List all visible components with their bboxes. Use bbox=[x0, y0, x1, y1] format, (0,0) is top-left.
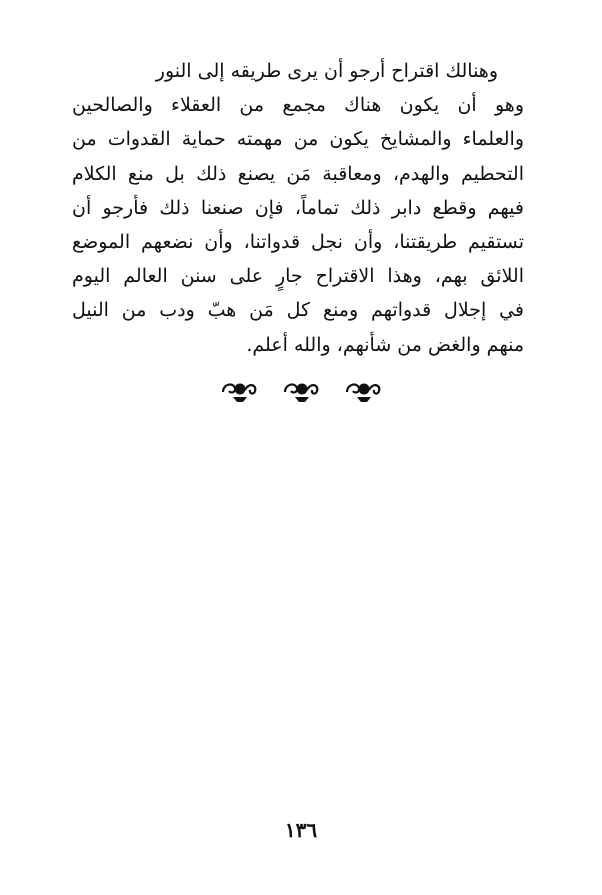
paragraph-line: فيهم وقطع دابر ذلك تماماً، فإن صنعنا ذلك فأرجو أن bbox=[72, 196, 524, 219]
paragraph-line: منهم والغض من شأنهم، والله أعلم. bbox=[246, 333, 524, 356]
page-number: ١٣٦ bbox=[284, 818, 318, 842]
floral-ornament-icon bbox=[219, 376, 259, 404]
paragraph bbox=[72, 54, 524, 362]
paragraph-line: اللائق بهم، وهذا الاقتراح جارٍ على سنن العالم اليوم bbox=[72, 265, 524, 288]
paragraph-line: التحطيم والهدم، ومعاقبة مَن يصنع ذلك بل منع الكلام bbox=[72, 162, 524, 185]
floral-ornament-icon bbox=[281, 376, 321, 404]
paragraph-line: تستقيم طريقتنا، وأن نجل قدواتنا، وأن نضعهم الموضع bbox=[72, 230, 524, 253]
paragraph-line: والعلماء والمشايخ يكون من مهمته حماية القدوات من bbox=[72, 128, 524, 151]
paragraph-line: في إجلال قدواتهم ومنع كل مَن هبّ ودب من النيل bbox=[72, 299, 524, 322]
section-end-ornaments bbox=[0, 376, 602, 404]
paragraph-line: وهو أن يكون هناك مجمع من العقلاء والصالحين bbox=[72, 94, 524, 117]
paragraph-line: وهنالك اقتراح أرجو أن يرى طريقه إلى النور bbox=[155, 60, 498, 82]
floral-ornament-icon bbox=[343, 376, 383, 404]
